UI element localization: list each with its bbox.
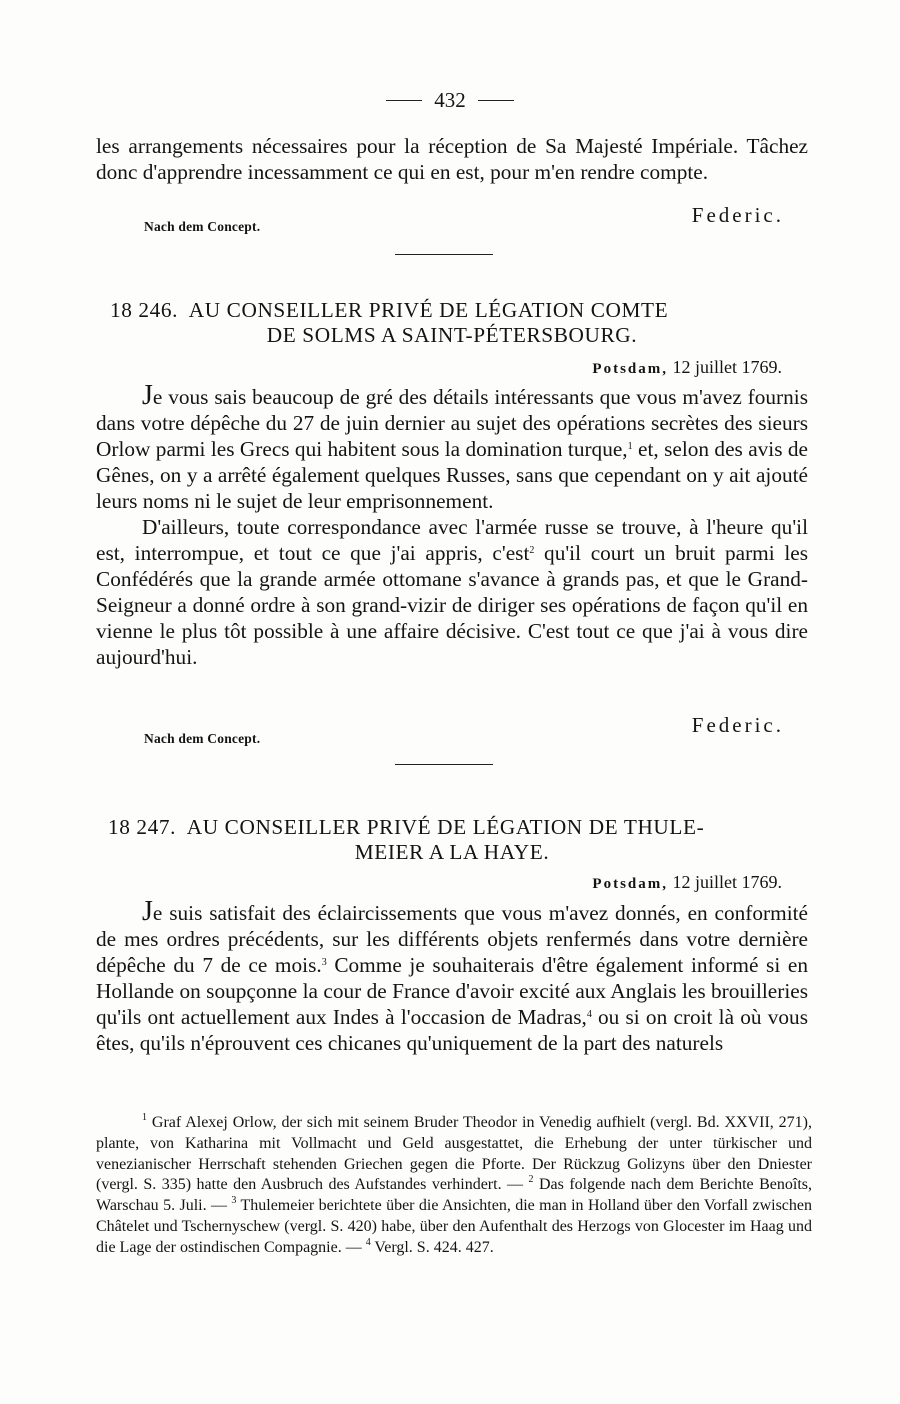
signature-1: Federic.	[691, 203, 784, 227]
text-run: ou si on croit là où vous êtes, qu'ils n'éprouvent ces chicanes qu'uniquement de la part des naturels	[96, 1005, 808, 1055]
letter-title-line1: AU CONSEILLER PRIVÉ DE LÉGATION COMTE	[188, 298, 669, 322]
paragraph	[96, 896, 809, 1056]
dateline-18246	[592, 357, 782, 378]
letter-body-18246	[96, 380, 808, 670]
initial-letter: J	[142, 896, 153, 927]
date-place: Potsdam,	[592, 361, 668, 377]
footnotes	[96, 1113, 812, 1259]
text-run: et, selon des avis de Gênes, on y a arrêté également quelques Russes, sans que cependant on y ait ajouté leurs noms ni le sujet de leur emprisonnement.	[96, 437, 808, 513]
footnote-marker: 1	[142, 1112, 147, 1123]
text-run: e suis satisfait des éclaircissements que vous m'avez donnés, en conformité de mes ordres précédents, sur les différents objets renfermés dans votre dernière dépêche du 7 de ce mois.	[96, 901, 808, 977]
footnote-text: Graf Alexej Orlow, der sich mit seinem Bruder Theodor in Venedig aufhielt (vergl. Bd. XXVII, 271), plante, von Katharina mit Vollmacht und Geld ausgestattet, die Erhebung der unter türkischer und venezianischer Herrschaft stehenden Griechen gegen die Pforte. Der Rückzug Golizyns über den Dniester (vergl. S. 335) hatte den Ausbruch des Aufstandes verhindert. —	[96, 1114, 812, 1194]
page-header	[0, 88, 900, 113]
text-run: qu'il court un bruit parmi les Confédérés que la grande armée ottomane s'avance à grands pas, et que le Grand-Seigneur a donné ordre à son grand-vizir de diriger ses opérations de façon qu'il en vienne le plus tôt possible à une affaire décisive. C'est tout ce que j'ai à vous dire aujourd'hui.	[96, 541, 808, 669]
letter-number: 18 247.	[108, 815, 177, 839]
footnote-text: Das folgende nach dem Berichte Benoîts, Warschau 5. Juli. —	[96, 1176, 813, 1215]
paragraph	[96, 514, 808, 670]
footnote-marker: 2	[528, 1174, 534, 1186]
letter-body-18247	[96, 896, 809, 1056]
footnote-marker: 3	[231, 1195, 237, 1207]
footnote-text: Thulemeier berichtete über die Ansichten, die man in Holland über den Vorfall zwischen Châtelet und Tschernyschew (vergl. S. 420) habe, über den Aufenthalt des Herzogs von Glocester im Haag und die Lage der ostindischen Compagnie. —	[96, 1197, 812, 1256]
date-place: Potsdam,	[592, 876, 668, 892]
footnote-marker: 4	[365, 1236, 371, 1248]
paragraph	[96, 380, 808, 514]
dateline-18247	[592, 872, 782, 893]
page-number: 432	[434, 88, 466, 112]
source-note-2: Nach dem Concept.	[144, 731, 261, 746]
footnote-ref: 3	[321, 957, 327, 968]
letter-heading-18246	[96, 298, 808, 348]
footnote-ref: 1	[627, 441, 633, 452]
source-note-1: Nach dem Concept.	[144, 219, 261, 234]
continuation-paragraph: les arrangements nécessaires pour la réception de Sa Majesté Impériale. Tâchez donc d'apprendre incessamment ce qui en est, pour m'en rendre compte.	[96, 134, 808, 184]
letter-title-line1: AU CONSEILLER PRIVÉ DE LÉGATION DE THULE-	[186, 815, 705, 839]
letter-number: 18 246.	[110, 298, 179, 322]
date-day: 12 juillet 1769.	[672, 357, 782, 377]
letter-continuation	[96, 133, 808, 185]
letter-heading-18247	[96, 815, 808, 865]
footnote-ref: 2	[529, 545, 535, 556]
letter-title-line2: MEIER A LA HAYE.	[354, 840, 550, 864]
text-run: e vous sais beaucoup de gré des détails intéressants que vous m'avez fournis dans votre dépêche du 27 de juin dernier au sujet des opérations secrètes des sieurs Orlow parmi les Grecs qui habitent sous la domination turque,	[96, 385, 808, 461]
footnote-ref: 4	[586, 1009, 592, 1020]
signature-2: Federic.	[691, 713, 784, 737]
footnote-text: Vergl. S. 424. 427.	[370, 1238, 494, 1256]
header-rule-left	[386, 100, 422, 101]
header-rule-right	[478, 100, 514, 101]
section-divider-1	[395, 254, 493, 255]
text-run: D'ailleurs, toute correspondance avec l'armée russe se trouve, à l'heure qu'il est, interrompue, et tout ce que j'ai appris, c'est	[96, 515, 808, 565]
date-day: 12 juillet 1769.	[672, 872, 782, 892]
text-run: Comme je souhaiterais d'être également informé si en Hollande on soupçonne la cour de France d'avoir excité aux Anglais les brouilleries qu'ils ont actuellement aux Indes à l'occasion de Madras,	[96, 953, 809, 1029]
section-divider-2	[395, 764, 493, 765]
initial-letter: J	[142, 380, 153, 411]
letter-title-line2: DE SOLMS A SAINT-PÉTERSBOURG.	[266, 323, 638, 347]
footnote-block	[96, 1113, 812, 1259]
